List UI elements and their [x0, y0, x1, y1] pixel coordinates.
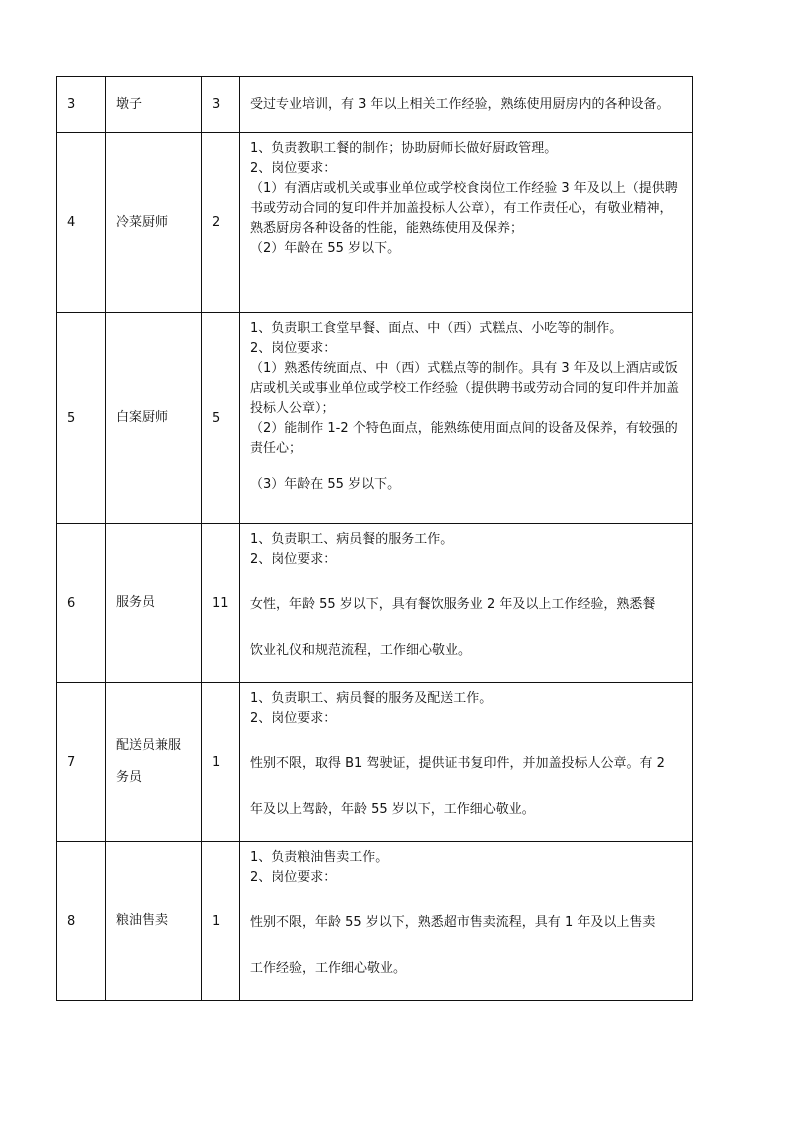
table-row — [57, 313, 693, 524]
position-description — [240, 77, 693, 133]
position-description — [240, 313, 693, 524]
table-row — [57, 77, 693, 133]
position-title-line: 务员 — [116, 770, 143, 785]
requirement-item: （2）年龄在 55 岁以下。 — [250, 241, 401, 256]
headcount: 1 — [202, 842, 240, 1001]
requirement-line: 饮业礼仪和规范流程，工作细心敬业。 — [250, 643, 472, 658]
position-description — [240, 524, 693, 683]
requirements-heading: 2、岗位要求： — [250, 341, 337, 356]
row-number: 6 — [57, 524, 106, 683]
duty-line: 1、负责粮油售卖工作。 — [250, 850, 389, 865]
table-row — [57, 842, 693, 1001]
duty-line: 1、负责职工、病员餐的服务工作。 — [250, 532, 454, 547]
requirement-line: 性别不限，取得 B1 驾驶证，提供证书复印件，并加盖投标人公章。有 2 — [250, 756, 665, 771]
description-line: 受过专业培训，有 3 年以上相关工作经验，熟练使用厨房内的各种设备。 — [250, 96, 670, 112]
headcount: 11 — [202, 524, 240, 683]
position-title: 冷菜厨师 — [106, 133, 202, 313]
requirement-item: （1）有酒店或机关或事业单位或学校食岗位工作经验 3 年及以上（提供聘书或劳动合同的复印件并加盖投标人公章），有工作责任心，有敬业精神，熟悉厨房各种设备的性能，能熟练使用及保养； — [250, 181, 678, 236]
requirement-item: （3）年龄在 55 岁以下。 — [250, 477, 401, 492]
position-title: 墩子 — [106, 77, 202, 133]
position-title-line: 配送员兼服 — [116, 738, 182, 753]
requirements-heading: 2、岗位要求： — [250, 552, 337, 567]
position-title: 服务员 — [106, 524, 202, 683]
requirements-heading: 2、岗位要求： — [250, 870, 337, 885]
position-description — [240, 842, 693, 1001]
row-number: 4 — [57, 133, 106, 313]
requirements-heading: 2、岗位要求： — [250, 711, 337, 726]
table-row — [57, 524, 693, 683]
position-description — [240, 133, 693, 313]
requirement-item: （2）能制作 1-2 个特色面点，能熟练使用面点间的设备及保养，有较强的责任心； — [250, 421, 678, 456]
requirement-line: 女性，年龄 55 岁以下，具有餐饮服务业 2 年及以上工作经验，熟悉餐 — [250, 597, 656, 612]
table-row — [57, 133, 693, 313]
row-number: 3 — [57, 77, 106, 133]
duty-line: 1、负责职工食堂早餐、面点、中（西）式糕点、小吃等的制作。 — [250, 321, 623, 336]
requirement-line: 年及以上驾龄，年龄 55 岁以下，工作细心敬业。 — [250, 802, 535, 817]
position-title — [106, 683, 202, 842]
headcount: 3 — [202, 77, 240, 133]
position-title: 粮油售卖 — [106, 842, 202, 1001]
staffing-table — [56, 76, 693, 1001]
requirement-item: （1）熟悉传统面点、中（西）式糕点等的制作。具有 3 年及以上酒店或饭店或机关或事业单位或学校工作经验（提供聘书或劳动合同的复印件并加盖投标人公章）； — [250, 361, 680, 416]
headcount: 2 — [202, 133, 240, 313]
duty-line: 1、负责职工、病员餐的服务及配送工作。 — [250, 691, 493, 706]
duty-line: 1、负责教职工餐的制作；协助厨师长做好厨政管理。 — [250, 141, 558, 156]
row-number: 7 — [57, 683, 106, 842]
headcount: 5 — [202, 313, 240, 524]
headcount: 1 — [202, 683, 240, 842]
requirement-line: 性别不限，年龄 55 岁以下，熟悉超市售卖流程，具有 1 年及以上售卖 — [250, 915, 656, 930]
requirements-heading: 2、岗位要求： — [250, 161, 337, 176]
table-row — [57, 683, 693, 842]
row-number: 8 — [57, 842, 106, 1001]
position-title: 白案厨师 — [106, 313, 202, 524]
position-description — [240, 683, 693, 842]
row-number: 5 — [57, 313, 106, 524]
requirement-line: 工作经验，工作细心敬业。 — [250, 961, 407, 976]
